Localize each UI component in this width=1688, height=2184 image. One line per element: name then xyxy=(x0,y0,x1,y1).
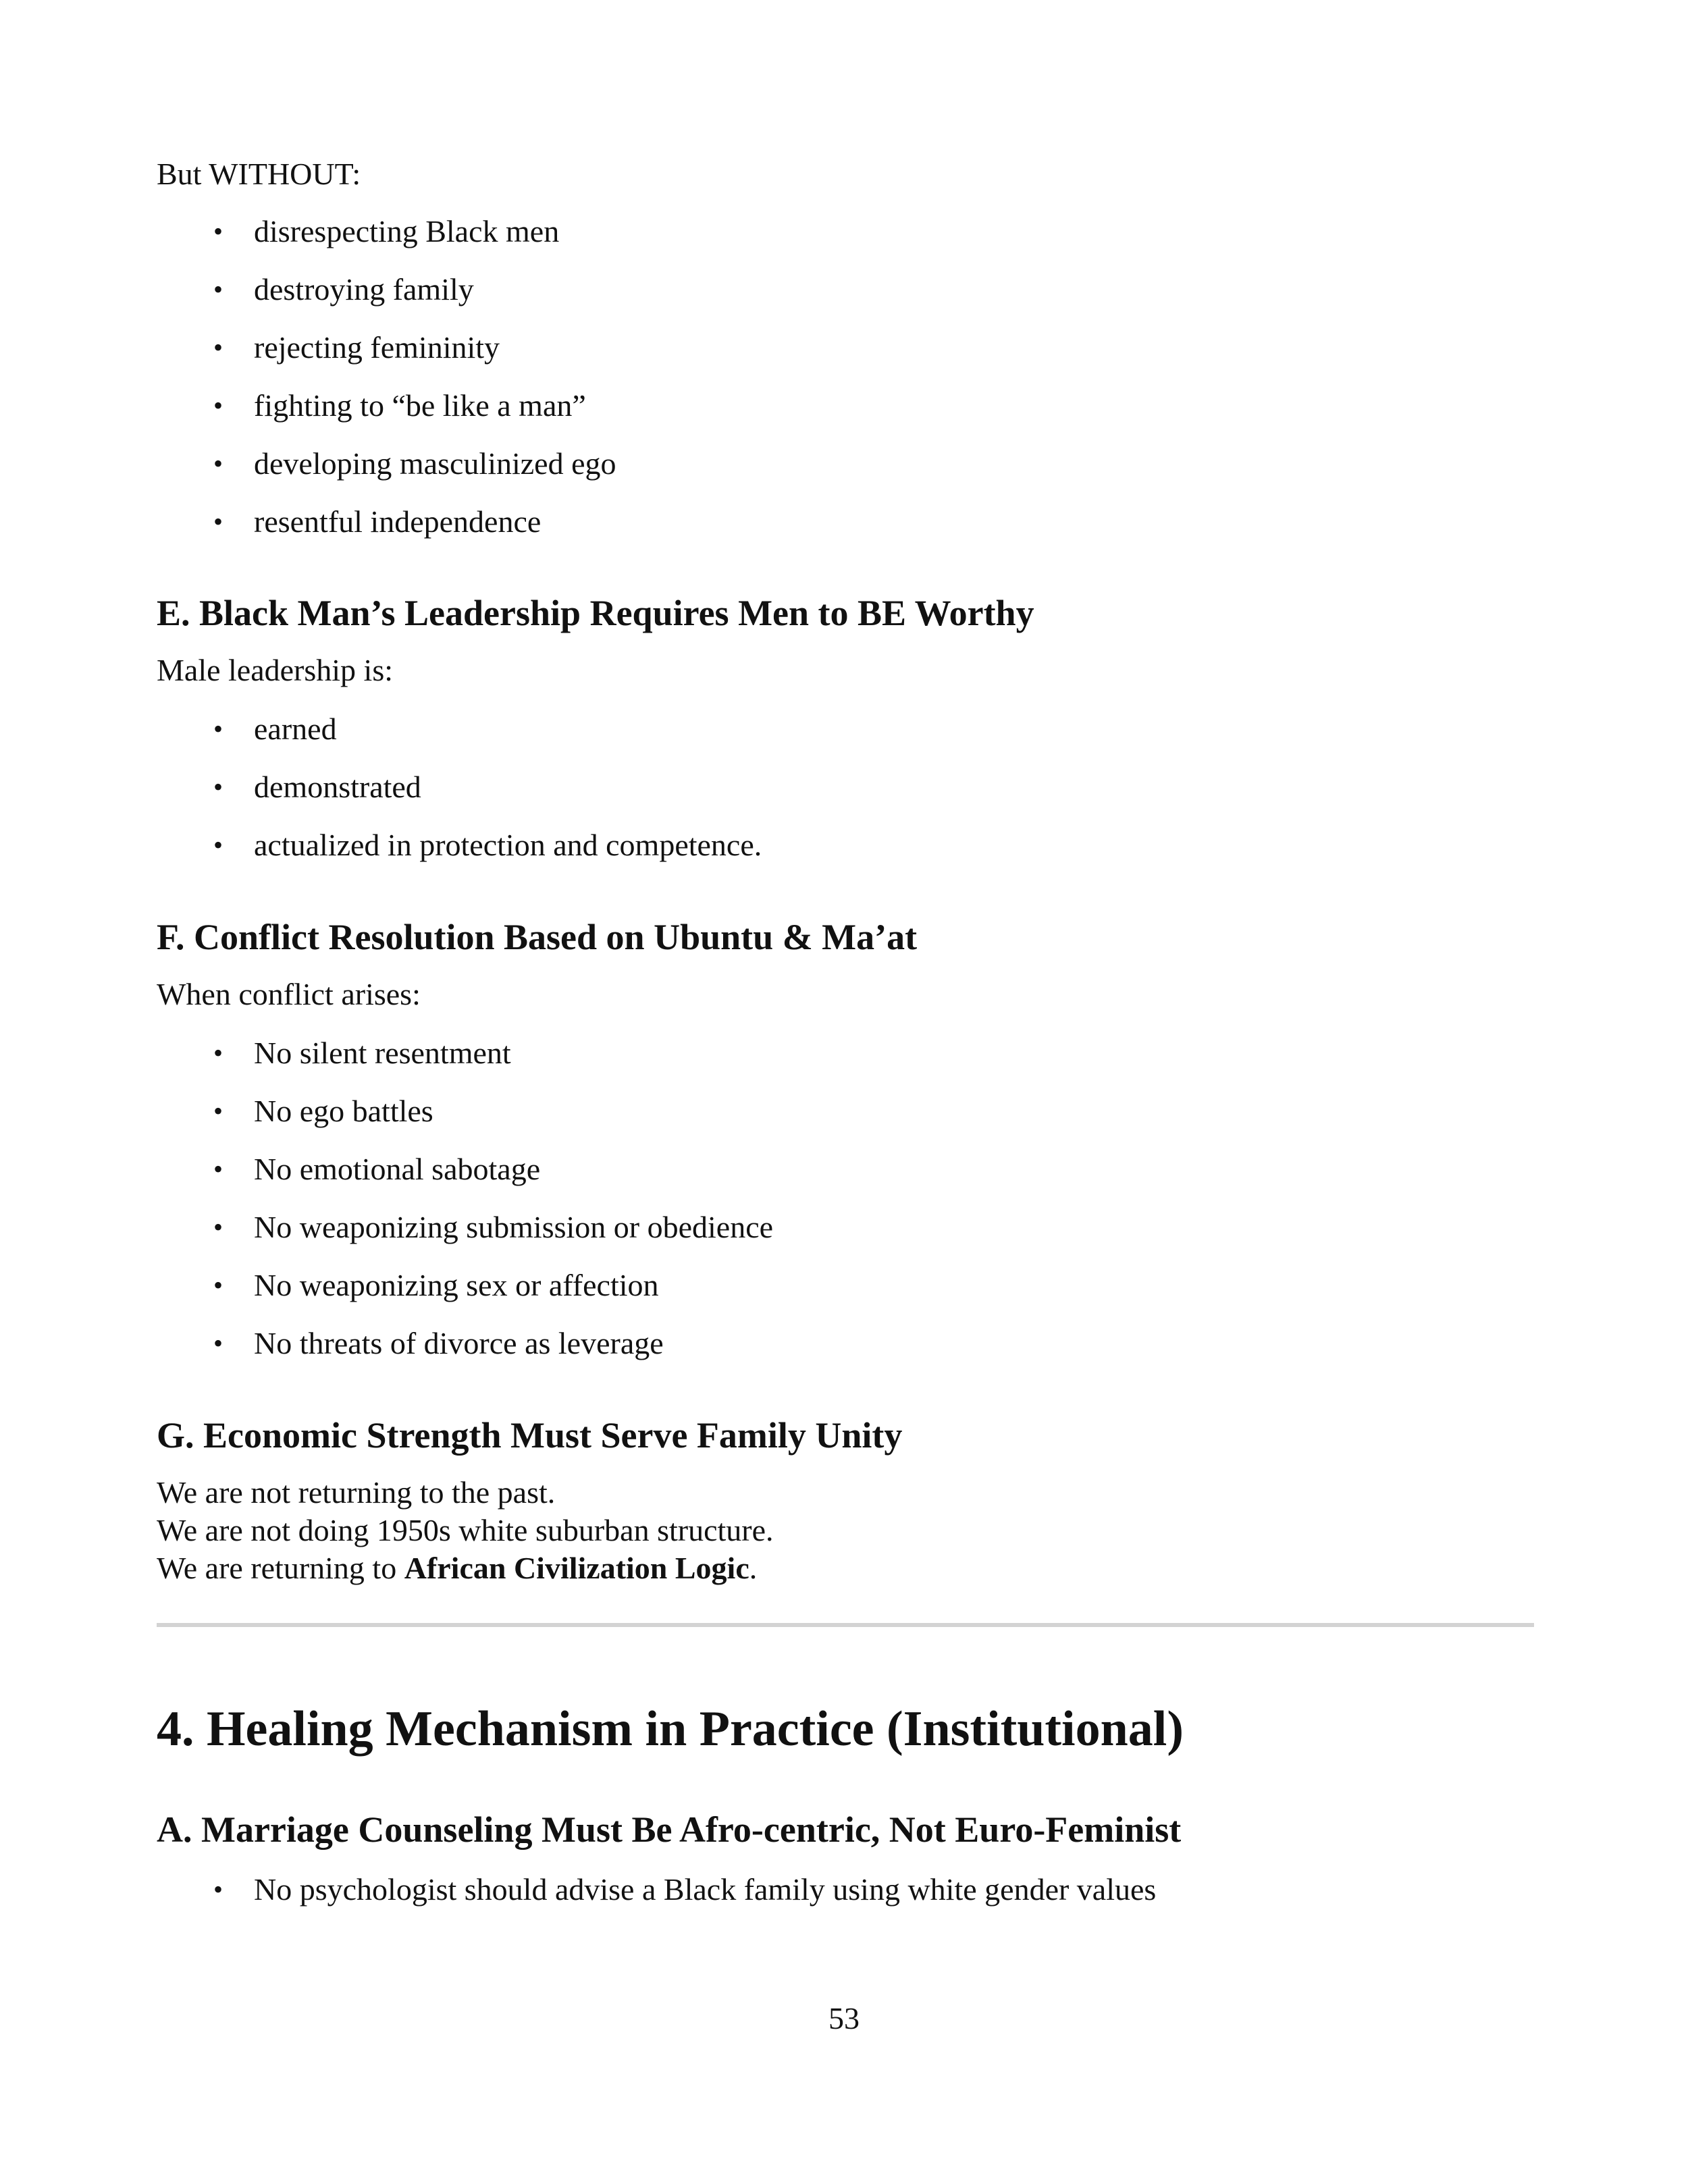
section-g xyxy=(157,1414,1534,1457)
list-item: • No ego battles xyxy=(157,1082,1534,1140)
bullet-icon: • xyxy=(213,506,223,537)
section-e-lead: Male leadership is: xyxy=(157,653,394,687)
emphasis-text: African Civilization Logic xyxy=(404,1551,749,1585)
list-item: • rejecting femininity xyxy=(157,319,1534,377)
section-f-list-block xyxy=(157,1024,1534,1373)
intro-lead: But WITHOUT: xyxy=(157,157,361,191)
section-e-list xyxy=(157,700,1534,874)
list-item: • earned xyxy=(157,700,1534,758)
section-divider xyxy=(157,1623,1534,1627)
bullet-icon: • xyxy=(213,216,223,246)
bullet-icon: • xyxy=(213,772,223,802)
intro-list xyxy=(157,203,1534,551)
bullet-icon: • xyxy=(213,1096,223,1126)
list-item: • destroying family xyxy=(157,261,1534,319)
section-4-heading: 4. Healing Mechanism in Practice (Institutional) xyxy=(157,1701,1184,1757)
section-e-list-block xyxy=(157,700,1534,874)
intro-list-block xyxy=(157,203,1534,551)
section-e-lead-block xyxy=(157,651,1534,689)
section-4 xyxy=(157,1700,1534,1758)
list-item: • actualized in protection and competence. xyxy=(157,816,1534,874)
list-item: • No emotional sabotage xyxy=(157,1140,1534,1198)
list-item: • No weaponizing submission or obedience xyxy=(157,1198,1534,1256)
section-4a-heading: A. Marriage Counseling Must Be Afro-centric, Not Euro-Feminist xyxy=(157,1809,1182,1850)
section-f-lead: When conflict arises: xyxy=(157,977,421,1011)
section-e xyxy=(157,591,1534,635)
bullet-icon: • xyxy=(213,332,223,363)
bullet-icon: • xyxy=(213,390,223,421)
intro-block xyxy=(157,155,1534,193)
bullet-icon: • xyxy=(213,1270,223,1300)
page-number: 53 xyxy=(828,2001,860,2035)
section-f xyxy=(157,915,1534,959)
bullet-icon: • xyxy=(213,1328,223,1358)
section-f-lead-block xyxy=(157,976,1534,1013)
list-item: • demonstrated xyxy=(157,758,1534,816)
section-g-line-2: We are not doing 1950s white suburban structure. xyxy=(157,1513,774,1547)
section-g-line-1: We are not returning to the past. xyxy=(157,1475,556,1510)
bullet-icon: • xyxy=(213,1154,223,1184)
list-item: • No silent resentment xyxy=(157,1024,1534,1082)
bullet-icon: • xyxy=(213,714,223,744)
list-item: • fighting to “be like a man” xyxy=(157,377,1534,435)
bullet-icon: • xyxy=(213,1874,223,1905)
bullet-icon: • xyxy=(213,1212,223,1242)
section-g-heading: G. Economic Strength Must Serve Family Unity xyxy=(157,1415,903,1456)
section-g-line-3: We are returning to African Civilization Logic. xyxy=(157,1551,758,1585)
list-item: • No weaponizing sex or affection xyxy=(157,1256,1534,1314)
section-4a xyxy=(157,1808,1534,1851)
section-g-body xyxy=(157,1474,1534,1587)
list-item: • resentful independence xyxy=(157,493,1534,551)
list-item: • developing masculinized ego xyxy=(157,435,1534,493)
list-item: • disrespecting Black men xyxy=(157,203,1534,261)
bullet-icon: • xyxy=(213,448,223,479)
list-item: • No psychologist should advise a Black family using white gender values xyxy=(157,1861,1534,1919)
section-f-list xyxy=(157,1024,1534,1373)
bullet-icon: • xyxy=(213,830,223,860)
section-4a-list xyxy=(157,1861,1534,1919)
section-e-heading: E. Black Man’s Leadership Requires Men to BE Worthy xyxy=(157,593,1034,633)
bullet-icon: • xyxy=(213,274,223,304)
bullet-icon: • xyxy=(213,1038,223,1068)
section-4a-list-block xyxy=(157,1861,1534,1919)
list-item: • No threats of divorce as leverage xyxy=(157,1314,1534,1373)
section-f-heading: F. Conflict Resolution Based on Ubuntu & Ma’at xyxy=(157,917,918,957)
